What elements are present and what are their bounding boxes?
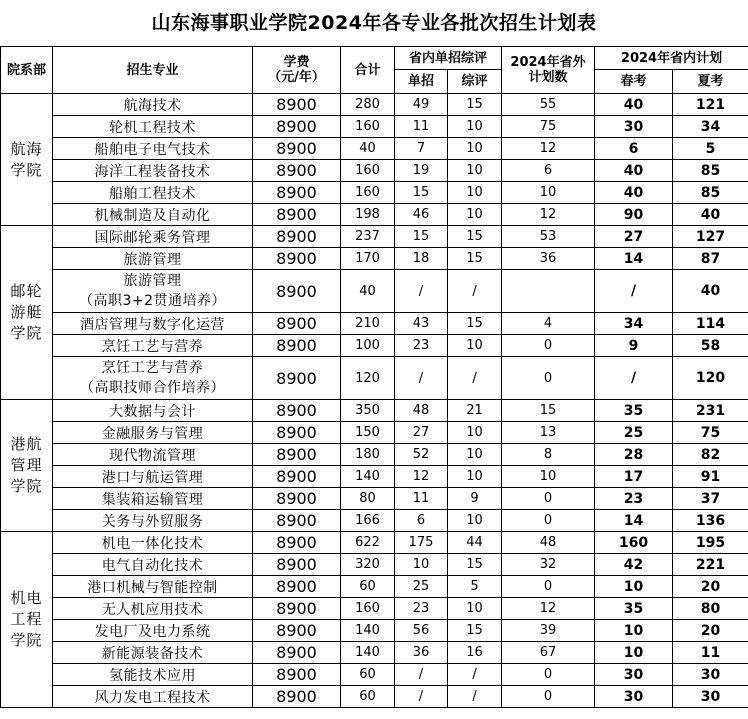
table-row [1,598,748,620]
major-name: 酒店管理与数字化运营 [80,316,225,333]
table-row [1,576,748,598]
summer-cell: 221 [673,554,748,576]
total-cell: 60 [341,664,395,686]
comprehensive-cell: 10 [448,422,502,444]
summer-cell: 75 [673,422,748,444]
total-cell: 120 [341,357,395,400]
major-name: 港口与航运管理 [101,469,204,486]
total-cell: 80 [341,488,395,510]
major-name: 金融服务与管理 [101,425,204,442]
fee-cell: 8900 [253,532,341,554]
major-cell [53,182,253,204]
summer-cell: 58 [673,335,748,357]
outprov-cell [502,270,595,313]
fee-cell: 8900 [253,182,341,204]
single-cell: 6 [395,510,448,532]
header-outprov-line2: 计划数 [528,70,568,85]
major-name: 航海技术 [123,97,182,114]
spring-cell: 30 [595,116,673,138]
single-cell: 15 [395,226,448,248]
fee-cell: 8900 [253,313,341,335]
outprov-cell: 10 [502,182,595,204]
spring-cell: / [595,357,673,400]
total-cell: 237 [341,226,395,248]
spring-cell: 40 [595,94,673,116]
table-row [1,444,748,466]
header-inprov-plan: 2024年省内计划 [595,47,748,70]
spring-cell: 30 [595,664,673,686]
comprehensive-cell: 21 [448,400,502,422]
major-cell [53,620,253,642]
comprehensive-cell: 9 [448,488,502,510]
single-cell: 49 [395,94,448,116]
fee-cell: 8900 [253,422,341,444]
major-cell [53,335,253,357]
outprov-cell: 53 [502,226,595,248]
single-cell: 12 [395,466,448,488]
summer-cell: 11 [673,642,748,664]
summer-cell: 82 [673,444,748,466]
total-cell: 40 [341,138,395,160]
single-cell: 52 [395,444,448,466]
spring-cell: 6 [595,138,673,160]
total-cell: 210 [341,313,395,335]
total-cell: 350 [341,400,395,422]
fee-cell: 8900 [253,642,341,664]
single-cell: / [395,664,448,686]
spring-cell: 14 [595,248,673,270]
major-name: 氢能技术应用 [109,667,196,684]
single-cell: 15 [395,182,448,204]
department-cell: 邮轮游艇学院 [1,226,53,400]
comprehensive-cell: 44 [448,532,502,554]
total-cell: 160 [341,160,395,182]
outprov-cell: 4 [502,313,595,335]
spring-cell: 42 [595,554,673,576]
spring-cell: 40 [595,160,673,182]
fee-cell: 8900 [253,576,341,598]
summer-cell: 20 [673,576,748,598]
total-cell: 622 [341,532,395,554]
major-name: 发电厂及电力系统 [94,623,211,640]
major-note: （高职技师合作培养） [80,380,225,396]
comprehensive-cell: 15 [448,226,502,248]
major-name: 旅游管理 [123,251,182,268]
fee-cell: 8900 [253,204,341,226]
total-cell: 100 [341,335,395,357]
major-name: 国际邮轮乘务管理 [94,229,211,246]
single-cell: 11 [395,488,448,510]
major-name: 机械制造及自动化 [94,207,211,224]
header-comprehensive: 综评 [448,70,502,94]
comprehensive-cell: 10 [448,138,502,160]
outprov-cell: 0 [502,335,595,357]
outprov-cell: 0 [502,357,595,400]
spring-cell: / [595,270,673,313]
comprehensive-cell: 15 [448,554,502,576]
spring-cell: 10 [595,620,673,642]
outprov-cell: 32 [502,554,595,576]
major-cell [53,466,253,488]
summer-cell: 34 [673,116,748,138]
comprehensive-cell: 10 [448,335,502,357]
single-cell: 43 [395,313,448,335]
comprehensive-cell: / [448,270,502,313]
comprehensive-cell: 15 [448,94,502,116]
fee-cell: 8900 [253,488,341,510]
major-cell [53,160,253,182]
spring-cell: 35 [595,598,673,620]
table-row [1,204,748,226]
total-cell: 140 [341,466,395,488]
table-row [1,138,748,160]
single-cell: 48 [395,400,448,422]
total-cell: 320 [341,554,395,576]
total-cell: 280 [341,94,395,116]
table-row [1,335,748,357]
fee-cell: 8900 [253,620,341,642]
summer-cell: 40 [673,204,748,226]
major-cell [53,94,253,116]
major-note: （高职3+2贯通培养） [78,293,227,309]
summer-cell: 37 [673,488,748,510]
outprov-cell: 12 [502,598,595,620]
outprov-cell: 48 [502,532,595,554]
outprov-cell: 36 [502,248,595,270]
header-major: 招生专业 [53,47,253,94]
table-row [1,466,748,488]
spring-cell: 27 [595,226,673,248]
table-row [1,226,748,248]
outprov-cell: 12 [502,138,595,160]
outprov-cell: 15 [502,400,595,422]
outprov-cell: 0 [502,510,595,532]
header-dept: 院系部 [1,47,53,94]
total-cell: 60 [341,576,395,598]
total-cell: 60 [341,686,395,708]
table-row [1,357,748,400]
fee-cell: 8900 [253,664,341,686]
table-row [1,642,748,664]
table-row [1,116,748,138]
outprov-cell: 0 [502,686,595,708]
major-cell [53,116,253,138]
single-cell: 7 [395,138,448,160]
department-cell: 机电工程学院 [1,532,53,708]
comprehensive-cell: 10 [448,466,502,488]
spring-cell: 28 [595,444,673,466]
fee-cell: 8900 [253,248,341,270]
major-cell [53,400,253,422]
spring-cell: 25 [595,422,673,444]
major-cell [53,444,253,466]
comprehensive-cell: 10 [448,510,502,532]
comprehensive-cell: 10 [448,204,502,226]
outprov-cell: 8 [502,444,595,466]
major-name: 电气自动化技术 [101,557,204,574]
outprov-cell: 67 [502,642,595,664]
outprov-cell: 75 [502,116,595,138]
single-cell: 36 [395,642,448,664]
header-single: 单招 [395,70,448,94]
major-name: 烹饪工艺与营养 [101,338,204,355]
single-cell: 18 [395,248,448,270]
summer-cell: 121 [673,94,748,116]
summer-cell: 85 [673,160,748,182]
table-row [1,422,748,444]
fee-cell: 8900 [253,116,341,138]
outprov-cell: 0 [502,576,595,598]
major-cell [53,422,253,444]
major-cell [53,226,253,248]
summer-cell: 85 [673,182,748,204]
comprehensive-cell: / [448,357,502,400]
major-cell [53,554,253,576]
table-row [1,686,748,708]
spring-cell: 17 [595,466,673,488]
total-cell: 160 [341,598,395,620]
total-cell: 170 [341,248,395,270]
major-name: 轮机工程技术 [109,119,196,136]
table-row [1,510,748,532]
header-spring: 春考 [595,70,673,94]
fee-cell: 8900 [253,270,341,313]
single-cell: / [395,686,448,708]
major-cell [53,576,253,598]
comprehensive-cell: / [448,664,502,686]
table-row [1,488,748,510]
outprov-cell: 12 [502,204,595,226]
major-cell [53,510,253,532]
page-title: 山东海事职业学院2024年各专业各批次招生计划表 [151,12,597,34]
fee-cell: 8900 [253,335,341,357]
total-cell: 140 [341,642,395,664]
summer-cell: 5 [673,138,748,160]
major-name: 船舶工程技术 [109,185,196,202]
major-name: 关务与外贸服务 [101,513,204,530]
department-cell: 航海学院 [1,94,53,226]
header-inprov-group: 省内单招综评 [395,47,502,70]
table-row [1,313,748,335]
single-cell: 23 [395,598,448,620]
outprov-cell: 10 [502,466,595,488]
enrollment-plan-table [0,46,748,708]
total-cell: 160 [341,116,395,138]
fee-cell: 8900 [253,444,341,466]
comprehensive-cell: 5 [448,576,502,598]
single-cell: 175 [395,532,448,554]
comprehensive-cell: 10 [448,160,502,182]
major-name: 旅游管理 [123,273,182,289]
single-cell: 23 [395,335,448,357]
single-cell: 27 [395,422,448,444]
outprov-cell: 0 [502,488,595,510]
fee-cell: 8900 [253,160,341,182]
single-cell: 56 [395,620,448,642]
comprehensive-cell: 15 [448,248,502,270]
summer-cell: 136 [673,510,748,532]
summer-cell: 40 [673,270,748,313]
major-name: 无人机应用技术 [101,601,204,618]
department-cell: 港航管理学院 [1,400,53,532]
major-cell [53,686,253,708]
spring-cell: 160 [595,532,673,554]
single-cell: 10 [395,554,448,576]
outprov-cell: 13 [502,422,595,444]
fee-cell: 8900 [253,466,341,488]
spring-cell: 10 [595,576,673,598]
header-fee-line2: （元/年） [268,70,325,85]
table-row [1,94,748,116]
comprehensive-cell: 10 [448,182,502,204]
comprehensive-cell: 15 [448,313,502,335]
summer-cell: 127 [673,226,748,248]
outprov-cell: 55 [502,94,595,116]
total-cell: 40 [341,270,395,313]
single-cell: 46 [395,204,448,226]
total-cell: 140 [341,620,395,642]
summer-cell: 91 [673,466,748,488]
fee-cell: 8900 [253,554,341,576]
spring-cell: 10 [595,642,673,664]
major-cell [53,598,253,620]
major-cell [53,313,253,335]
fee-cell: 8900 [253,400,341,422]
spring-cell: 23 [595,488,673,510]
summer-cell: 114 [673,313,748,335]
total-cell: 198 [341,204,395,226]
header-outprov [502,47,595,94]
summer-cell: 80 [673,598,748,620]
total-cell: 180 [341,444,395,466]
single-cell: 11 [395,116,448,138]
header-fee-line1: 学费 [283,55,310,70]
table-row [1,532,748,554]
total-cell: 160 [341,182,395,204]
fee-cell: 8900 [253,138,341,160]
comprehensive-cell: 16 [448,642,502,664]
single-cell: / [395,270,448,313]
summer-cell: 87 [673,248,748,270]
major-cell [53,357,253,400]
outprov-cell: 0 [502,664,595,686]
major-name: 烹饪工艺与营养 [101,360,204,376]
table-body [1,94,748,708]
comprehensive-cell: / [448,686,502,708]
major-name: 船舶电子电气技术 [94,141,211,158]
table-row [1,270,748,313]
fee-cell: 8900 [253,686,341,708]
fee-cell: 8900 [253,510,341,532]
major-name: 港口机械与智能控制 [87,579,218,596]
outprov-cell: 6 [502,160,595,182]
summer-cell: 231 [673,400,748,422]
major-name: 风力发电工程技术 [94,689,211,706]
spring-cell: 14 [595,510,673,532]
major-name: 新能源装备技术 [101,645,204,662]
major-cell [53,488,253,510]
major-cell [53,270,253,313]
header-fee [253,47,341,94]
comprehensive-cell: 15 [448,620,502,642]
fee-cell: 8900 [253,94,341,116]
fee-cell: 8900 [253,357,341,400]
single-cell: 25 [395,576,448,598]
table-row [1,248,748,270]
major-name: 现代物流管理 [109,447,196,464]
major-name: 机电一体化技术 [101,535,204,552]
summer-cell: 20 [673,620,748,642]
comprehensive-cell: 10 [448,116,502,138]
major-name: 集装箱运输管理 [101,491,204,508]
table-row [1,554,748,576]
major-name: 海洋工程装备技术 [94,163,211,180]
spring-cell: 30 [595,686,673,708]
summer-cell: 195 [673,532,748,554]
single-cell: / [395,357,448,400]
fee-cell: 8900 [253,226,341,248]
comprehensive-cell: 10 [448,444,502,466]
single-cell: 19 [395,160,448,182]
major-cell [53,532,253,554]
header-summer: 夏考 [673,70,748,94]
spring-cell: 90 [595,204,673,226]
total-cell: 166 [341,510,395,532]
comprehensive-cell: 10 [448,598,502,620]
major-cell [53,664,253,686]
fee-cell: 8900 [253,598,341,620]
major-cell [53,248,253,270]
header-total: 合计 [341,47,395,94]
spring-cell: 35 [595,400,673,422]
table-row [1,664,748,686]
major-name: 大数据与会计 [109,403,196,420]
summer-cell: 30 [673,664,748,686]
total-cell: 150 [341,422,395,444]
major-cell [53,204,253,226]
outprov-cell: 39 [502,620,595,642]
summer-cell: 120 [673,357,748,400]
major-cell [53,138,253,160]
spring-cell: 9 [595,335,673,357]
summer-cell: 30 [673,686,748,708]
table-row [1,620,748,642]
header-outprov-line1: 2024年省外 [510,55,586,70]
table-row [1,160,748,182]
table-row [1,182,748,204]
table-row [1,400,748,422]
major-cell [53,642,253,664]
spring-cell: 34 [595,313,673,335]
spring-cell: 40 [595,182,673,204]
